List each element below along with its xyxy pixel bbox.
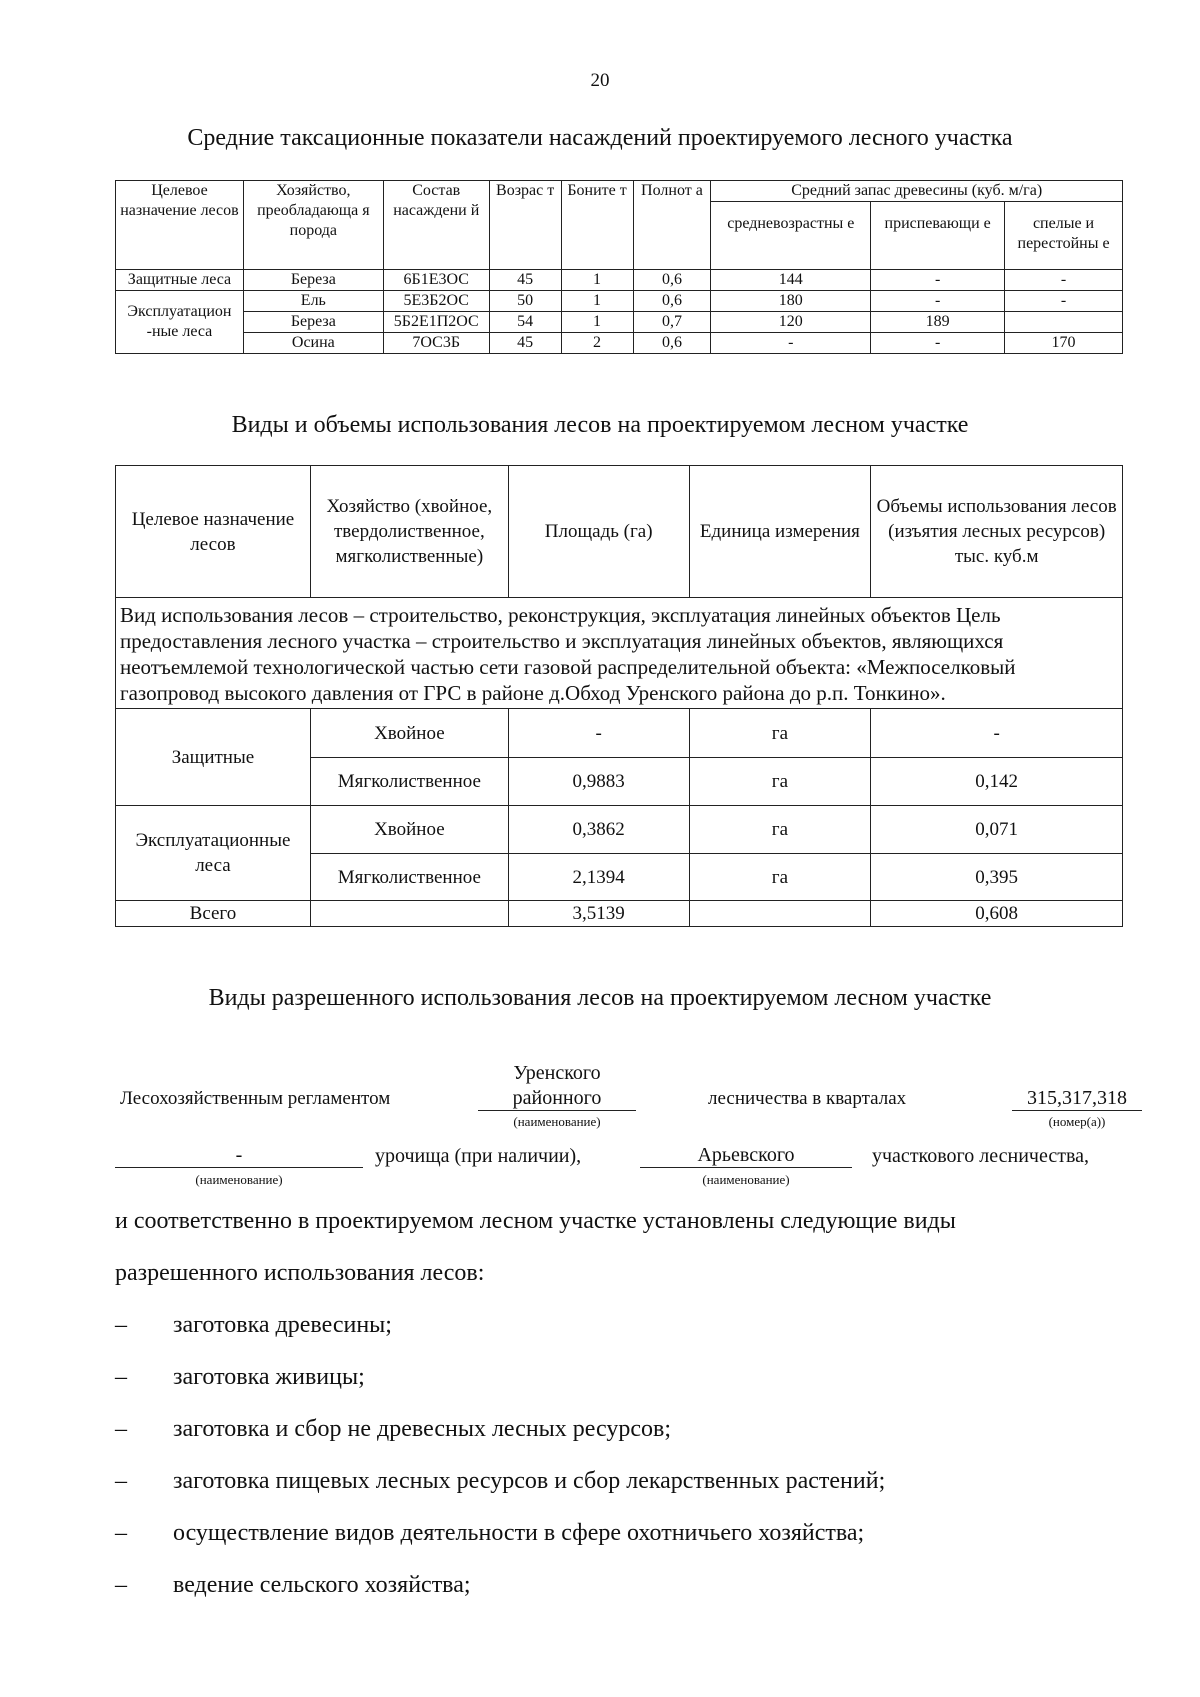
dash-marker: – bbox=[115, 1416, 127, 1442]
header-stock-group: Средний запас древесины (куб. м/га) bbox=[711, 181, 1123, 202]
table-row bbox=[116, 312, 1123, 333]
cell-purpose: Защитные bbox=[116, 709, 311, 806]
forestry-name-field: районного bbox=[478, 1087, 636, 1111]
page-number: 20 bbox=[590, 70, 610, 91]
total-volume: 0,608 bbox=[871, 901, 1123, 927]
cell-mature: 170 bbox=[1005, 333, 1123, 354]
cell-mature: - bbox=[1005, 291, 1123, 312]
header-density: Полнот а bbox=[633, 181, 711, 270]
usage-description: Вид использования лесов – строительство, реконструкция, эксплуатация линейных объектов Цель предоставления лесного участка – строительство и эксплуатация линейных объектов, являющихся неотъемлемой технологической частью сети газовой распределительной объекта: «Межпоселковый газопровод высокого давления от ГРС в районе д.Обход Уренского района до р.п. Тонкино». bbox=[116, 598, 1123, 709]
list-item: – осуществление видов деятельности в сфере охотничьего хозяйства; bbox=[115, 1520, 865, 1546]
cell-age: 54 bbox=[489, 312, 561, 333]
list-item: – ведение сельского хозяйства; bbox=[115, 1572, 471, 1598]
forestry-name-top: Уренского bbox=[513, 1062, 601, 1084]
cell-bonitet: 1 bbox=[561, 312, 633, 333]
header-bonitet: Боните т bbox=[561, 181, 633, 270]
cell-composition: 5Б2Е1П2ОС bbox=[383, 312, 489, 333]
total-label: Всего bbox=[116, 901, 311, 927]
cell-volume: 0,071 bbox=[871, 806, 1123, 854]
header-age: Возрас т bbox=[489, 181, 561, 270]
cell-unit: га bbox=[689, 806, 871, 854]
total-unit bbox=[689, 901, 871, 927]
total-row bbox=[116, 901, 1123, 927]
tract-field: - bbox=[115, 1144, 363, 1168]
quarters-field: 315,317,318 bbox=[1012, 1087, 1142, 1111]
cell-unit: га bbox=[689, 758, 871, 806]
cell-middle-aged: 180 bbox=[711, 291, 871, 312]
cell-purpose: Эксплуатацион -ные леса bbox=[116, 291, 244, 354]
paragraph-line-2: разрешенного использования лесов: bbox=[115, 1260, 485, 1286]
list-item: – заготовка пищевых лесных ресурсов и сбор лекарственных растений; bbox=[115, 1468, 886, 1494]
cell-area: 0,3862 bbox=[508, 806, 689, 854]
usage-volume-table bbox=[115, 465, 1123, 927]
cell-farm: Хвойное bbox=[310, 806, 508, 854]
cell-density: 0,7 bbox=[633, 312, 711, 333]
cell-density: 0,6 bbox=[633, 333, 711, 354]
regulation-middle: лесничества в кварталах bbox=[708, 1088, 907, 1109]
cell-age: 45 bbox=[489, 270, 561, 291]
section1-title: Средние таксационные показатели насаждений проектируемого лесного участка bbox=[187, 125, 1013, 151]
district-field: Арьевского bbox=[640, 1144, 852, 1168]
cell-age: 45 bbox=[489, 333, 561, 354]
tract-hint: (наименование) bbox=[195, 1172, 283, 1187]
quarters-hint: (номер(а)) bbox=[1048, 1114, 1106, 1129]
cell-purpose: Эксплуатационные леса bbox=[116, 806, 311, 901]
total-farm bbox=[310, 901, 508, 927]
cell-farm: Мягколиственное bbox=[310, 758, 508, 806]
section3-title: Виды разрешенного использования лесов на проектируемом лесном участке bbox=[208, 985, 992, 1011]
dash-marker: – bbox=[115, 1312, 127, 1338]
forestry-name-hint: (наименование) bbox=[513, 1114, 601, 1129]
cell-middle-aged: 120 bbox=[711, 312, 871, 333]
district-hint: (наименование) bbox=[702, 1172, 790, 1187]
cell-bonitet: 2 bbox=[561, 333, 633, 354]
total-area: 3,5139 bbox=[508, 901, 689, 927]
regulation-prefix: Лесохозяйственным регламентом bbox=[120, 1088, 391, 1109]
header-purpose: Целевое назначение лесов bbox=[116, 466, 311, 598]
cell-volume: - bbox=[871, 709, 1123, 758]
cell-species: Береза bbox=[243, 270, 383, 291]
table-row bbox=[116, 709, 1123, 758]
cell-species: Береза bbox=[243, 312, 383, 333]
cell-ripening: - bbox=[871, 333, 1005, 354]
cell-species: Осина bbox=[243, 333, 383, 354]
table-row bbox=[116, 806, 1123, 854]
cell-bonitet: 1 bbox=[561, 270, 633, 291]
tract-label: урочища (при наличии), bbox=[375, 1145, 582, 1167]
header-unit: Единица измерения bbox=[689, 466, 871, 598]
dash-marker: – bbox=[115, 1468, 127, 1494]
cell-area: - bbox=[508, 709, 689, 758]
cell-mature: - bbox=[1005, 270, 1123, 291]
list-item: – заготовка живицы; bbox=[115, 1364, 365, 1390]
cell-ripening: 189 bbox=[871, 312, 1005, 333]
dash-marker: – bbox=[115, 1364, 127, 1390]
cell-middle-aged: 144 bbox=[711, 270, 871, 291]
cell-density: 0,6 bbox=[633, 291, 711, 312]
cell-middle-aged: - bbox=[711, 333, 871, 354]
cell-area: 2,1394 bbox=[508, 854, 689, 901]
cell-unit: га bbox=[689, 854, 871, 901]
header-volume: Объемы использования лесов (изъятия лесных ресурсов) тыс. куб.м bbox=[871, 466, 1123, 598]
paragraph-line-1: и соответственно в проектируемом лесном участке установлены следующие виды bbox=[115, 1208, 956, 1234]
cell-composition: 5Е3Б2ОС bbox=[383, 291, 489, 312]
table-row bbox=[116, 333, 1123, 354]
cell-density: 0,6 bbox=[633, 270, 711, 291]
table-row bbox=[116, 291, 1123, 312]
taxation-table bbox=[115, 180, 1123, 354]
header-species: Хозяйство, преобладающа я порода bbox=[243, 181, 383, 270]
dash-marker: – bbox=[115, 1520, 127, 1546]
cell-farm: Хвойное bbox=[310, 709, 508, 758]
district-label: участкового лесничества, bbox=[872, 1145, 1090, 1167]
cell-purpose: Защитные леса bbox=[116, 270, 244, 291]
cell-area: 0,9883 bbox=[508, 758, 689, 806]
dash-marker: – bbox=[115, 1572, 127, 1598]
cell-composition: 7ОС3Б bbox=[383, 333, 489, 354]
header-ripening: приспевающи е bbox=[871, 202, 1005, 270]
header-farm: Хозяйство (хвойное, твердолиственное, мягколиственные) bbox=[310, 466, 508, 598]
table-row bbox=[116, 270, 1123, 291]
cell-bonitet: 1 bbox=[561, 291, 633, 312]
cell-age: 50 bbox=[489, 291, 561, 312]
cell-farm: Мягколиственное bbox=[310, 854, 508, 901]
cell-unit: га bbox=[689, 709, 871, 758]
cell-ripening: - bbox=[871, 270, 1005, 291]
list-item: – заготовка древесины; bbox=[115, 1312, 392, 1338]
header-area: Площадь (га) bbox=[508, 466, 689, 598]
header-middle-aged: средневозрастны е bbox=[711, 202, 871, 270]
cell-composition: 6Б1Е3ОС bbox=[383, 270, 489, 291]
cell-volume: 0,142 bbox=[871, 758, 1123, 806]
cell-mature bbox=[1005, 312, 1123, 333]
cell-ripening: - bbox=[871, 291, 1005, 312]
cell-volume: 0,395 bbox=[871, 854, 1123, 901]
header-composition: Состав насаждени й bbox=[383, 181, 489, 270]
cell-species: Ель bbox=[243, 291, 383, 312]
header-purpose: Целевое назначение лесов bbox=[116, 181, 244, 270]
section2-title: Виды и объемы использования лесов на проектируемом лесном участке bbox=[231, 412, 969, 438]
list-item: – заготовка и сбор не древесных лесных ресурсов; bbox=[115, 1416, 672, 1442]
header-mature: спелые и перестойны е bbox=[1005, 202, 1123, 270]
